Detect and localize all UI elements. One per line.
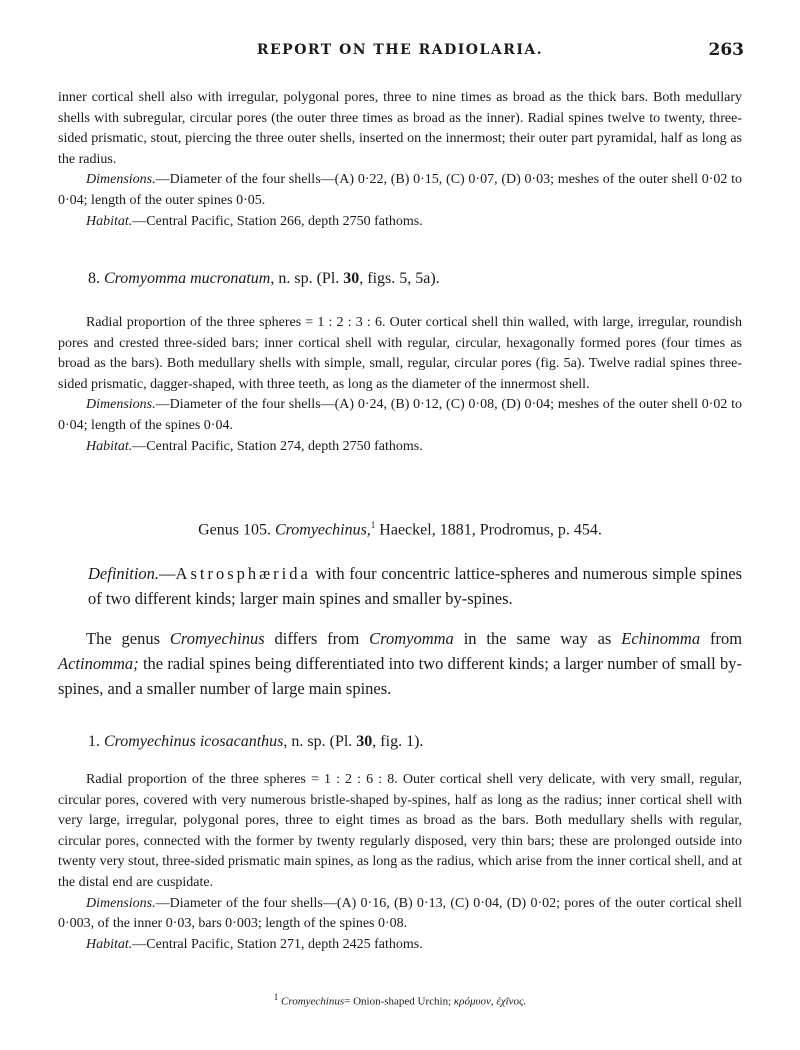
dimensions-line: Dimensions.—Diameter of the four shells—(A) 0·24, (B) 0·12, (C) 0·08, (D) 0·04; meshes of the outer shell 0·02 to 0·04; length of the spines 0·04.: [58, 397, 742, 433]
description-text: inner cortical shell also with irregular, polygonal pores, three to nine times as broad as the thick bars. Both medullary shells with subregular, circular pores (the outer three times as broad as the inner). Radial spines twelve to twenty, three-sided prismatic, stout, piercing the three outer shells, inserted on the innermost; their outer part pyramidal, half as long as the radius.: [58, 90, 742, 167]
species-heading-8: 8. Cromyomma mucronatum, n. sp. (Pl. 30, figs. 5, 5a).: [88, 270, 440, 287]
description-text: Radial proportion of the three spheres = 1 : 2 : 6 : 8. Outer cortical shell very delicate, with very small, regular, circular pores, covered with very numerous bristle-shaped by-spines, half as long as the radius; inner cortical shell with very large, irregular, polygonal pores, three to eight times as broad as the bars. Both medullary shells with regular, circular pores, connected with the former by twenty regularly disposed, very thin bars; these are prolonged outside into twenty very stout, three-sided prismatic main spines, as long as the radius, which arise from the inner cortical shell, and at the distal end are cuspidate.: [58, 772, 742, 890]
footnote: $^1$ Cromyechinus= Onion-shaped Urchin; κρόμυον, ἐχῖνος.: [273, 992, 527, 1008]
genus-definition: Definition.—Astrosphærida with four concentric lattice-spheres and numerous simple spines of two different kinds; larger main spines and smaller by-spines.: [88, 564, 742, 608]
continued-description: [58, 88, 742, 232]
habitat-line: Habitat.—Central Pacific, Station 271, depth 2425 fathoms.: [86, 936, 423, 952]
genus-comparison: The genus Cromyechinus differs from Cromyomma in the same way as Echinomma from Actinomma; the radial spines being differentiated into two different kinds; a larger number of small by-spines, and a smaller number of large main spines.: [58, 629, 743, 698]
genus-heading: Genus 105. Cromyechinus,$^1$ Haeckel, 1881, Prodromus, p. 454.: [198, 520, 602, 539]
habitat-line: Habitat.—Central Pacific, Station 266, depth 2750 fathoms.: [86, 213, 423, 229]
dimensions-line: Dimensions.—Diameter of the four shells—(A) 0·16, (B) 0·13, (C) 0·04, (D) 0·02; pores of the outer cortical shell 0·003, of the inner 0·03, bars 0·003; length of the spines 0·08.: [58, 895, 742, 932]
page-number: 263: [708, 40, 744, 60]
species-heading-1: 1. Cromyechinus icosacanthus, n. sp. (Pl. 30, fig. 1).: [88, 733, 424, 750]
species-1-description: [58, 770, 742, 955]
dimensions-line: Dimensions.—Diameter of the four shells—(A) 0·22, (B) 0·15, (C) 0·07, (D) 0·03; meshes of the outer shell 0·02 to 0·04; length of the outer spines 0·05.: [58, 172, 742, 208]
habitat-line: Habitat.—Central Pacific, Station 274, depth 2750 fathoms.: [86, 438, 423, 454]
species-8-description: [58, 313, 742, 457]
description-text: Radial proportion of the three spheres = 1 : 2 : 3 : 6. Outer cortical shell thin walled, with large, irregular, roundish pores and crested three-sided bars; inner cortical shell with regular, circular, hexagonally formed pores (four times as broad as the bars). Both medullary shells with simple, small, regular, circular pores (fig. 5a). Twelve radial spines three-sided prismatic, dagger-shaped, with three teeth, as long as the diameter of the innermost shell.: [58, 315, 742, 392]
running-header: REPORT ON THE RADIOLARIA.: [256, 42, 544, 58]
